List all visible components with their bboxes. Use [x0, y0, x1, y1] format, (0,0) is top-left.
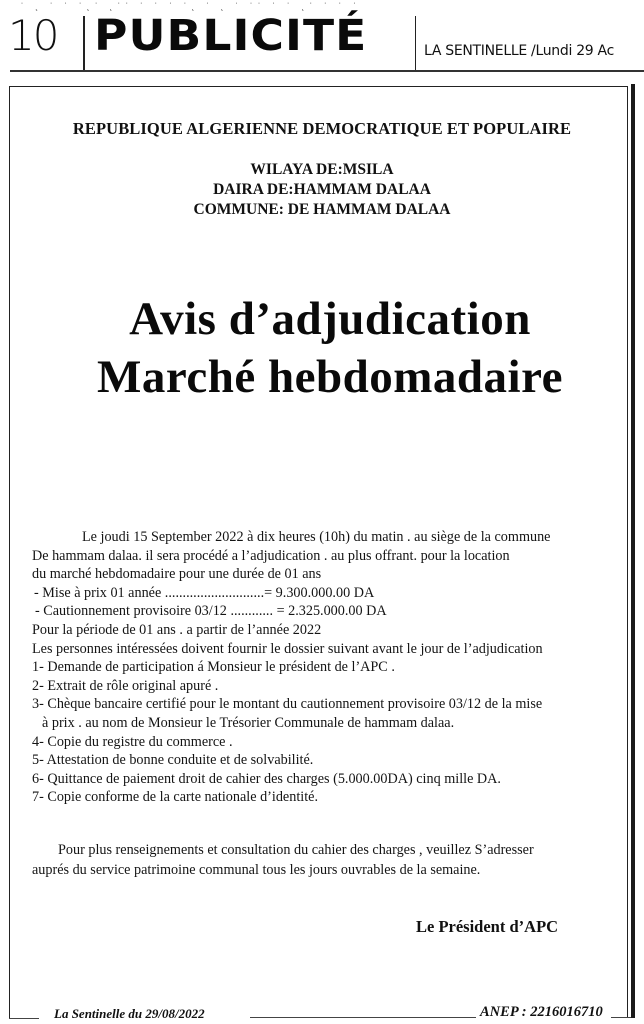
- intro-line: De hammam dalaa. il sera procédé a l’adjudication . au plus offrant. pour la location: [32, 547, 510, 564]
- notice-footer: [0, 1004, 644, 1024]
- daira-line: DAIRA DE:HAMMAM DALAA: [213, 181, 431, 198]
- price-row-cautionnement: [32, 602, 632, 621]
- wilaya-line: WILAYA DE:MSILA: [250, 161, 394, 178]
- info-paragraph: [32, 840, 632, 880]
- footer-rule: [250, 1017, 476, 1018]
- requirement-item-continuation: à prix . au nom de Monsieur le Trésorier Communale de hammam dalaa.: [42, 714, 455, 731]
- dossier-intro: Les personnes intéressées doivent fournir le dossier suivant avant le jour de l’adjudication: [32, 640, 543, 657]
- notice-body: [32, 528, 632, 807]
- info-line: auprés du service patrimoine communal tous les jours ouvrables de la semaine.: [32, 862, 481, 878]
- commune-line: COMMUNE: DE HAMMAM DALAA: [193, 201, 451, 218]
- notice-title-line-2: Marché hebdomadaire: [97, 351, 563, 403]
- requirement-item: 5- Attestation de bonne conduite et de solvabilité.: [32, 752, 314, 769]
- anep-reference: ANEP : 2216016710: [480, 1004, 603, 1020]
- publication-credit: La Sentinelle du 29/08/2022: [54, 1006, 205, 1021]
- masthead-rule: [10, 70, 644, 72]
- masthead-divider: [83, 16, 85, 70]
- price-label: - Mise à prix 01 année ............................: [34, 584, 265, 601]
- price-label: - Cautionnement provisoire 03/12 ............: [35, 603, 274, 620]
- requirement-item: 4- Copie du registre du commerce .: [32, 733, 233, 750]
- administrative-header: [0, 160, 644, 220]
- requirement-item: 1- Demande de participation á Monsieur le président de l’APC .: [32, 659, 395, 676]
- price-value: = 9.300.000.00 DA: [264, 584, 375, 601]
- print-speckles-decoration: ˙ ˛ ˙ ˙ ˙˛˙ ˛˙˙ ˙ ˙ ˙ ˙˛ ˙ ˛ ˙ ˙˙ ˙ ˙ ˛˙ ˙ ˙ ˙: [20, 2, 361, 11]
- republic-heading: REPUBLIQUE ALGERIENNE DEMOCRATIQUE ET POPULAIRE: [72, 119, 572, 138]
- notice-title: [0, 290, 644, 406]
- info-line: Pour plus renseignements et consultation du cahier des charges , veuillez S’adresser: [58, 842, 534, 858]
- requirement-item: 7- Copie conforme de la carte nationale d’identité.: [32, 789, 318, 806]
- notice-title-line-1: Avis d’adjudication: [129, 293, 531, 345]
- period-line: Pour la période de 01 ans . a partir de l’année 2022: [32, 621, 322, 638]
- price-value: = 2.325.000.00 DA: [276, 603, 387, 620]
- section-title: PUBLICITÉ: [94, 11, 368, 61]
- requirement-item: 6- Quittance de paiement droit de cahier des charges (5.000.00DA) cinq mille DA.: [32, 770, 501, 787]
- intro-line: Le joudi 15 September 2022 à dix heures (10h) du matin . au siège de la commune: [82, 529, 551, 545]
- price-row-mise-a-prix: [32, 584, 632, 603]
- footer-rule: [611, 1017, 631, 1018]
- masthead-divider: [415, 16, 416, 70]
- issue-date-line: LA SENTINELLE /Lundi 29 Ac: [424, 43, 614, 59]
- page-number: 10: [8, 11, 58, 60]
- newspaper-masthead: [0, 0, 644, 72]
- requirement-item: 2- Extrait de rôle original apuré .: [32, 677, 219, 694]
- footer-rule: [9, 1018, 39, 1019]
- signature: Le Président d’APC: [416, 917, 559, 936]
- intro-line: du marché hebdomadaire pour une durée de 01 ans: [32, 566, 322, 583]
- requirement-item: 3- Chèque bancaire certifié pour le montant du cautionnement provisoire 03/12 de la mise: [32, 696, 543, 713]
